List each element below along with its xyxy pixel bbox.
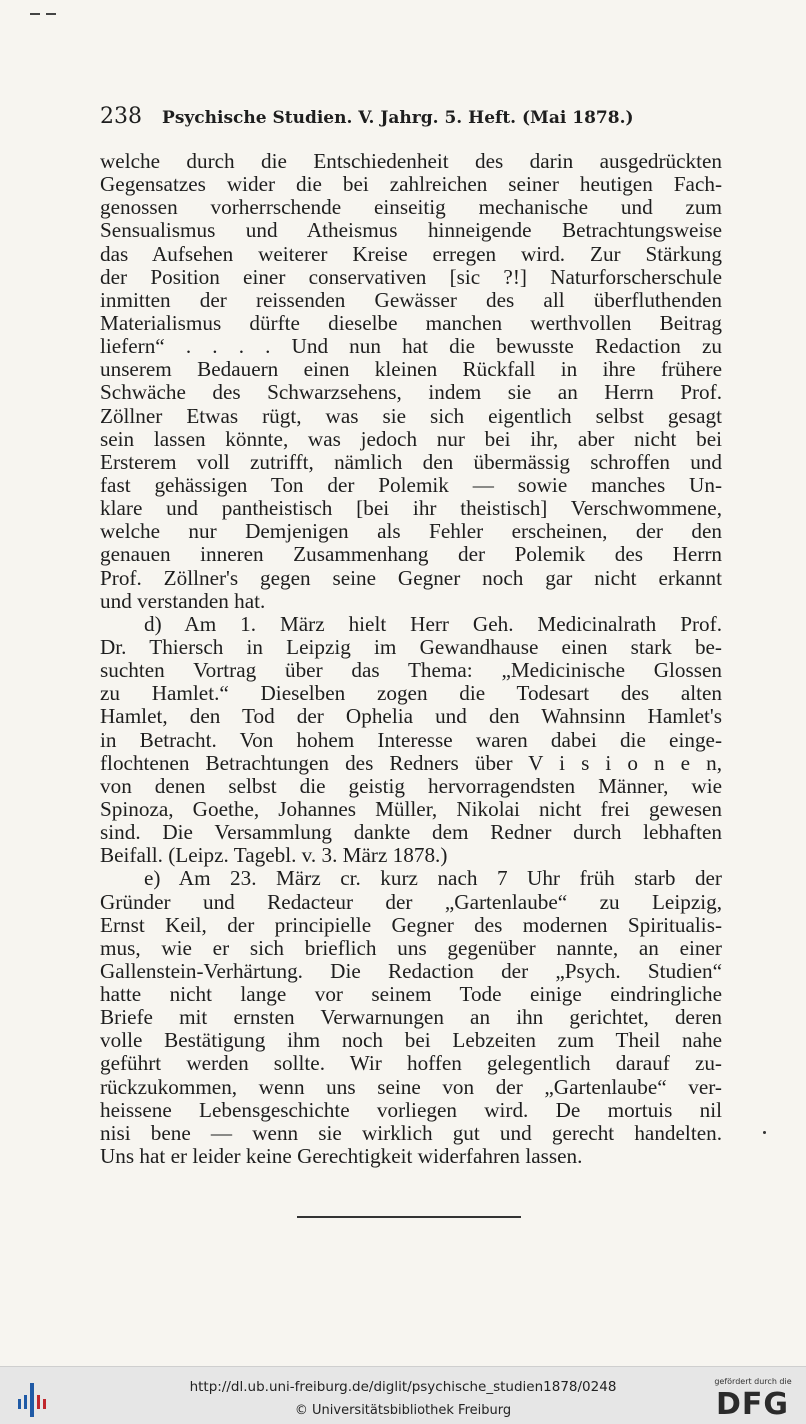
body-text: [100, 150, 722, 1168]
text-line: Spinoza, Goethe, Johannes Müller, Nikolai nicht frei gewesen: [100, 796, 722, 821]
text-line: Materialismus dürfte dieselbe manchen werthvollen Beitrag: [100, 310, 722, 335]
funding-note: gefördert durch die: [714, 1377, 792, 1386]
text-line: Dr. Thiersch in Leipzig im Gewandhause einen stark be-: [100, 634, 722, 659]
text-line: liefern“ . . . . Und nun hat die bewusste Redaction zu: [100, 334, 722, 359]
text-line: genossen vorherrschende einseitig mechanische und zum: [100, 195, 722, 220]
text-line: der Position einer conservativen [sic ?!] Naturforscherschule: [100, 264, 722, 289]
text-line: Schwäche des Schwarzsehens, indem sie an Herrn Prof.: [100, 380, 722, 405]
text-line: von denen selbst die geistig hervorragendsten Männer, wie: [100, 773, 722, 798]
text-line: fast gehässigen Ton der Polemik — sowie manches Un-: [100, 472, 722, 497]
text-line: Prof. Zöllner's gegen seine Gegner noch gar nicht erkannt: [100, 565, 722, 590]
text-line: in Betracht. Von hohem Interesse waren dabei die einge-: [100, 727, 722, 752]
text-line: sind. Die Versammlung dankte dem Redner durch lebhaften: [100, 820, 722, 845]
text-line: nisi bene — wenn sie wirklich gut und gerecht handelten.: [100, 1120, 722, 1145]
text-line: suchten Vortrag über das Thema: „Medicinische Glossen: [100, 658, 722, 683]
text-line: und verstanden hat.: [100, 588, 266, 613]
text-line: e) Am 23. März cr. kurz nach 7 Uhr früh starb der: [144, 866, 722, 891]
text-line: Beifall. (Leipz. Tagebl. v. 3. März 1878.): [100, 843, 448, 868]
text-line: Briefe mit ernsten Verwarnungen an ihn gerichtet, deren: [100, 1005, 722, 1030]
ink-speck: [763, 1131, 766, 1134]
copyright-notice: © Universitätsbibliothek Freiburg: [294, 1403, 512, 1418]
text-line: klare und pantheistisch [bei ihr theistisch] Verschwommene,: [100, 496, 722, 521]
text-line: volle Bestätigung ihm noch bei Lebzeiten zum Theil nahe: [100, 1028, 722, 1053]
running-header: [100, 104, 720, 129]
document-url-link[interactable]: http://dl.ub.uni-freiburg.de/diglit/psychische_studien1878/0248: [189, 1379, 617, 1395]
text-line: das Aufsehen weiterer Kreise erregen wird. Zur Stärkung: [100, 241, 722, 266]
text-line: Uns hat er leider keine Gerechtigkeit widerfahren lassen.: [100, 1144, 583, 1169]
page-number: 238: [100, 104, 142, 129]
text-line: sein lassen könnte, was jedoch nur bei ihr, aber nicht bei: [100, 426, 722, 451]
text-line: flochtenen Betrachtungen des Redners über V i s i o n e n,: [100, 750, 722, 775]
text-line: Ernst Keil, der principielle Gegner des modernen Spiritualis-: [100, 912, 722, 937]
text-line: geführt werden sollte. Wir hoffen gelegentlich darauf zu-: [100, 1051, 722, 1076]
text-line: unserem Bedauern einen kleinen Rückfall in ihre frühere: [100, 357, 722, 382]
text-line: Sensualismus und Atheismus hinneigende Betrachtungsweise: [100, 218, 722, 243]
text-line: Gallenstein-Verhärtung. Die Redaction der „Psych. Studien“: [100, 958, 722, 983]
section-rule: [297, 1216, 521, 1218]
text-line: zu Hamlet.“ Dieselben zogen die Todesart des alten: [100, 681, 722, 706]
dfg-logo[interactable]: DFG: [716, 1387, 790, 1422]
text-line: rückzukommen, wenn uns seine von der „Gartenlaube“ ver-: [100, 1074, 722, 1099]
text-line: inmitten der reissenden Gewässer des all überfluthenden: [100, 287, 722, 312]
text-line: welche durch die Entschiedenheit des darin ausgedrückten: [100, 149, 722, 173]
viewer-footer: [0, 1366, 806, 1424]
text-line: genauen inneren Zusammenhang der Polemik des Herrn: [100, 542, 722, 567]
text-line: Zöllner Etwas rügt, was sie sich eigentlich selbst gesagt: [100, 403, 722, 428]
scan-edge-mark: [30, 0, 70, 6]
text-line: mus, wie er sich brieflich uns gegenüber nannte, an einer: [100, 935, 722, 960]
text-line: hatte nicht lange vor seinem Tode einige eindringliche: [100, 982, 722, 1007]
text-line: Hamlet, den Tod der Ophelia und den Wahnsinn Hamlet's: [100, 704, 722, 729]
text-line: d) Am 1. März hielt Herr Geh. Medicinalrath Prof.: [144, 611, 722, 636]
text-line: heissene Lebensgeschichte vorliegen wird. De mortuis nil: [100, 1097, 722, 1122]
running-title: Psychische Studien. V. Jahrg. 5. Heft. (Mai 1878.): [162, 108, 634, 128]
text-line: Gegensatzes wider die bei zahlreichen seiner heutigen Fach-: [100, 172, 722, 197]
text-line: welche nur Demjenigen als Fehler erscheinen, der den: [100, 519, 722, 544]
text-line: Gründer und Redacteur der „Gartenlaube“ zu Leipzig,: [100, 889, 722, 914]
text-line: Ersterem voll zutrifft, nämlich den übermässig schroffen und: [100, 449, 722, 474]
